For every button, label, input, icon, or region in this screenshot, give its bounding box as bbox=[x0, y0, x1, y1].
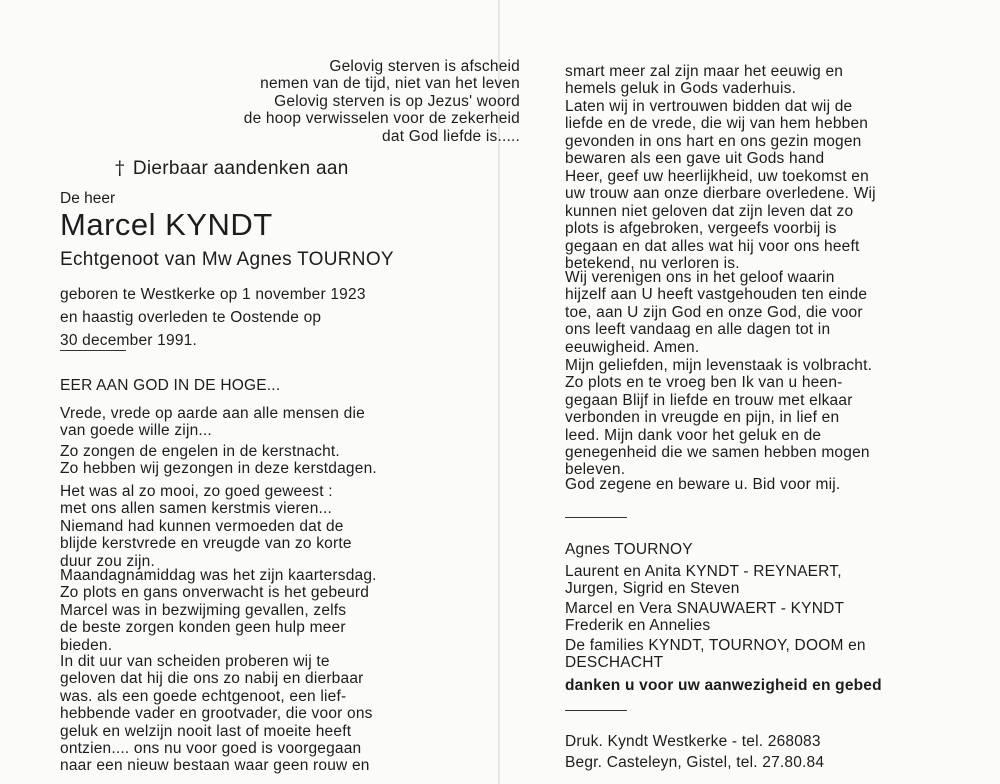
section-heading: EER AAN GOD IN DE HOGE... bbox=[60, 377, 281, 394]
text-line: blijde kerstvrede en vreugde van zo korte bbox=[60, 535, 352, 553]
divider bbox=[565, 517, 627, 518]
printer-line: Druk. Kyndt Westkerke - tel. 268083 bbox=[565, 733, 821, 750]
thanks-line: danken u voor uw aanwezigheid en gebed bbox=[565, 677, 882, 694]
signature-line: Frederik en Annelies bbox=[565, 617, 711, 635]
spouse-line: Echtgenoot van Mw Agnes TOURNOY bbox=[60, 249, 394, 270]
text-line: met ons allen samen kerstmis vieren... bbox=[60, 500, 333, 518]
text-paragraph bbox=[565, 357, 872, 479]
text-line: plots is afgebroken, vergeefs voorbij is bbox=[565, 220, 837, 238]
blessing-line: God zegene en beware u. Bid voor mij. bbox=[565, 476, 841, 493]
cross-icon: † bbox=[115, 157, 125, 179]
text-line: Zo plots en gans onverwacht is het gebeurd bbox=[60, 584, 370, 602]
text-paragraph bbox=[60, 405, 365, 440]
signature-widow: Agnes TOURNOY bbox=[565, 541, 693, 558]
text-line: ontzien.... ons nu voor goed is voorgegaan bbox=[60, 740, 362, 758]
text-line: kunnen niet geloven dat zijn leven dat zo bbox=[565, 202, 854, 220]
poem-line: dat God liefde is..... bbox=[382, 127, 520, 145]
honorific: De heer bbox=[60, 190, 116, 207]
signature-line: Marcel en Vera SNAUWAERT - KYNDT bbox=[565, 600, 845, 617]
signature-line: Laurent en Anita KYNDT - REYNAERT, bbox=[565, 563, 842, 580]
signature-line: De families KYNDT, TOURNOY, DOOM en bbox=[565, 637, 866, 654]
text-line: smart meer zal zijn maar het eeuwig en bbox=[565, 63, 844, 80]
text-line: bieden. bbox=[60, 636, 113, 654]
text-line: liefde en de vrede, die wij van hem hebben bbox=[565, 115, 869, 133]
text-line: verbonden in vreugde en pijn, in lief en bbox=[565, 409, 840, 427]
signature-line: Jurgen, Sigrid en Steven bbox=[565, 580, 740, 598]
text-line: ons leeft vandaag en alle dagen tot in bbox=[565, 321, 831, 339]
text-paragraph bbox=[60, 653, 373, 775]
poem-line: Gelovig sterven is afscheid bbox=[329, 58, 520, 75]
divider bbox=[60, 350, 126, 351]
text-line: gegaan en dat alles wat hij voor ons heeft bbox=[565, 237, 860, 255]
text-line: Wij verenigen ons in het geloof waarin bbox=[565, 269, 835, 286]
text-line: geloven dat hij die ons zo nabij en dierbaar bbox=[60, 670, 364, 688]
birth-death-info bbox=[60, 283, 366, 352]
signature-families bbox=[565, 637, 866, 672]
deceased-name: Marcel KYNDT bbox=[60, 207, 273, 242]
text-line: Zo zongen de engelen in de kerstnacht. bbox=[60, 443, 340, 460]
remembrance-heading bbox=[115, 157, 349, 180]
text-line: Heer, geef uw heerlijkheid, uw toekomst en bbox=[565, 168, 869, 185]
remembrance-text: Dierbaar aandenken aan bbox=[132, 158, 349, 179]
poem-line: nemen van de tijd, niet van het leven bbox=[260, 75, 520, 93]
text-line: In dit uur van scheiden proberen wij te bbox=[60, 653, 330, 670]
text-paragraph bbox=[60, 443, 377, 478]
birth-death-line: 30 december 1991. bbox=[60, 332, 197, 349]
text-line: Marcel was in bezwijming gevallen, zelfs bbox=[60, 601, 347, 619]
text-paragraph bbox=[60, 483, 352, 570]
text-line: van goede wille zijn... bbox=[60, 422, 212, 440]
signature-line: DESCHACHT bbox=[565, 654, 664, 672]
signature-family bbox=[565, 600, 844, 635]
text-line: Zo hebben wij gezongen in deze kerstdagen. bbox=[60, 460, 377, 478]
text-line: de beste zorgen konden geen hulp meer bbox=[60, 619, 346, 637]
text-line: beleven. bbox=[565, 461, 626, 479]
divider bbox=[565, 710, 627, 711]
text-line: Zo plots en te vroeg ben Ik van u heen- bbox=[565, 374, 843, 392]
text-line: uw trouw aan onze dierbare overledene. Wij bbox=[565, 185, 876, 203]
text-paragraph bbox=[60, 567, 377, 654]
text-line: genegenheid die we samen hebben mogen bbox=[565, 444, 870, 462]
text-line: naar een nieuw bestaan waar geen rouw en bbox=[60, 757, 370, 775]
text-line: gevonden in ons hart en ons gezin mogen bbox=[565, 132, 862, 150]
printer-info bbox=[565, 731, 824, 773]
birth-death-line: geboren te Westkerke op 1 november 1923 bbox=[60, 286, 366, 303]
text-paragraph bbox=[565, 269, 867, 356]
text-line: hemels geluk in Gods vaderhuis. bbox=[565, 80, 797, 98]
printer-line: Begr. Casteleyn, Gistel, tel. 27.80.84 bbox=[565, 754, 825, 771]
text-line: hijzelf aan U heeft vastgehouden ten einde bbox=[565, 286, 868, 304]
poem-line: Gelovig sterven is op Jezus' woord bbox=[274, 92, 520, 110]
text-line: duur zou zijn. bbox=[60, 552, 155, 570]
opening-poem bbox=[130, 58, 520, 145]
text-paragraph bbox=[565, 63, 843, 98]
text-line: geluk en welzijn nooit last of moeite heeft bbox=[60, 722, 352, 740]
text-line: hebbende vader en grootvader, die voor ons bbox=[60, 705, 373, 723]
text-line: was. als een goede echtgenoot, een lief- bbox=[60, 687, 347, 705]
poem-line: de hoop verwisselen voor de zekerheid bbox=[243, 110, 520, 128]
birth-death-line: en haastig overleden te Oostende op bbox=[60, 309, 322, 326]
text-line: bewaren als een gave uit Gods hand bbox=[565, 150, 825, 168]
text-line: betekend, nu verloren is. bbox=[565, 255, 740, 273]
text-line: Maandagnamiddag was het zijn kaartersdag. bbox=[60, 567, 377, 584]
signature-family bbox=[565, 563, 842, 598]
text-line: Het was al zo mooi, zo goed geweest : bbox=[60, 483, 333, 500]
text-line: Mijn geliefden, mijn levenstaak is volbracht. bbox=[565, 357, 873, 374]
text-line: gegaan Blijf in liefde en trouw met elkaar bbox=[565, 391, 853, 409]
text-line: eeuwigheid. Amen. bbox=[565, 338, 700, 356]
text-line: toe, aan U zijn God en onze God, die voor bbox=[565, 303, 863, 321]
text-line: Laten wij in vertrouwen bidden dat wij de bbox=[565, 98, 853, 115]
text-line: Vrede, vrede op aarde aan alle mensen die bbox=[60, 405, 365, 422]
text-line: Niemand had kunnen vermoeden dat de bbox=[60, 517, 344, 535]
text-paragraph bbox=[565, 98, 868, 168]
text-paragraph bbox=[565, 168, 876, 272]
text-line: leed. Mijn dank voor het geluk en de bbox=[565, 426, 822, 444]
